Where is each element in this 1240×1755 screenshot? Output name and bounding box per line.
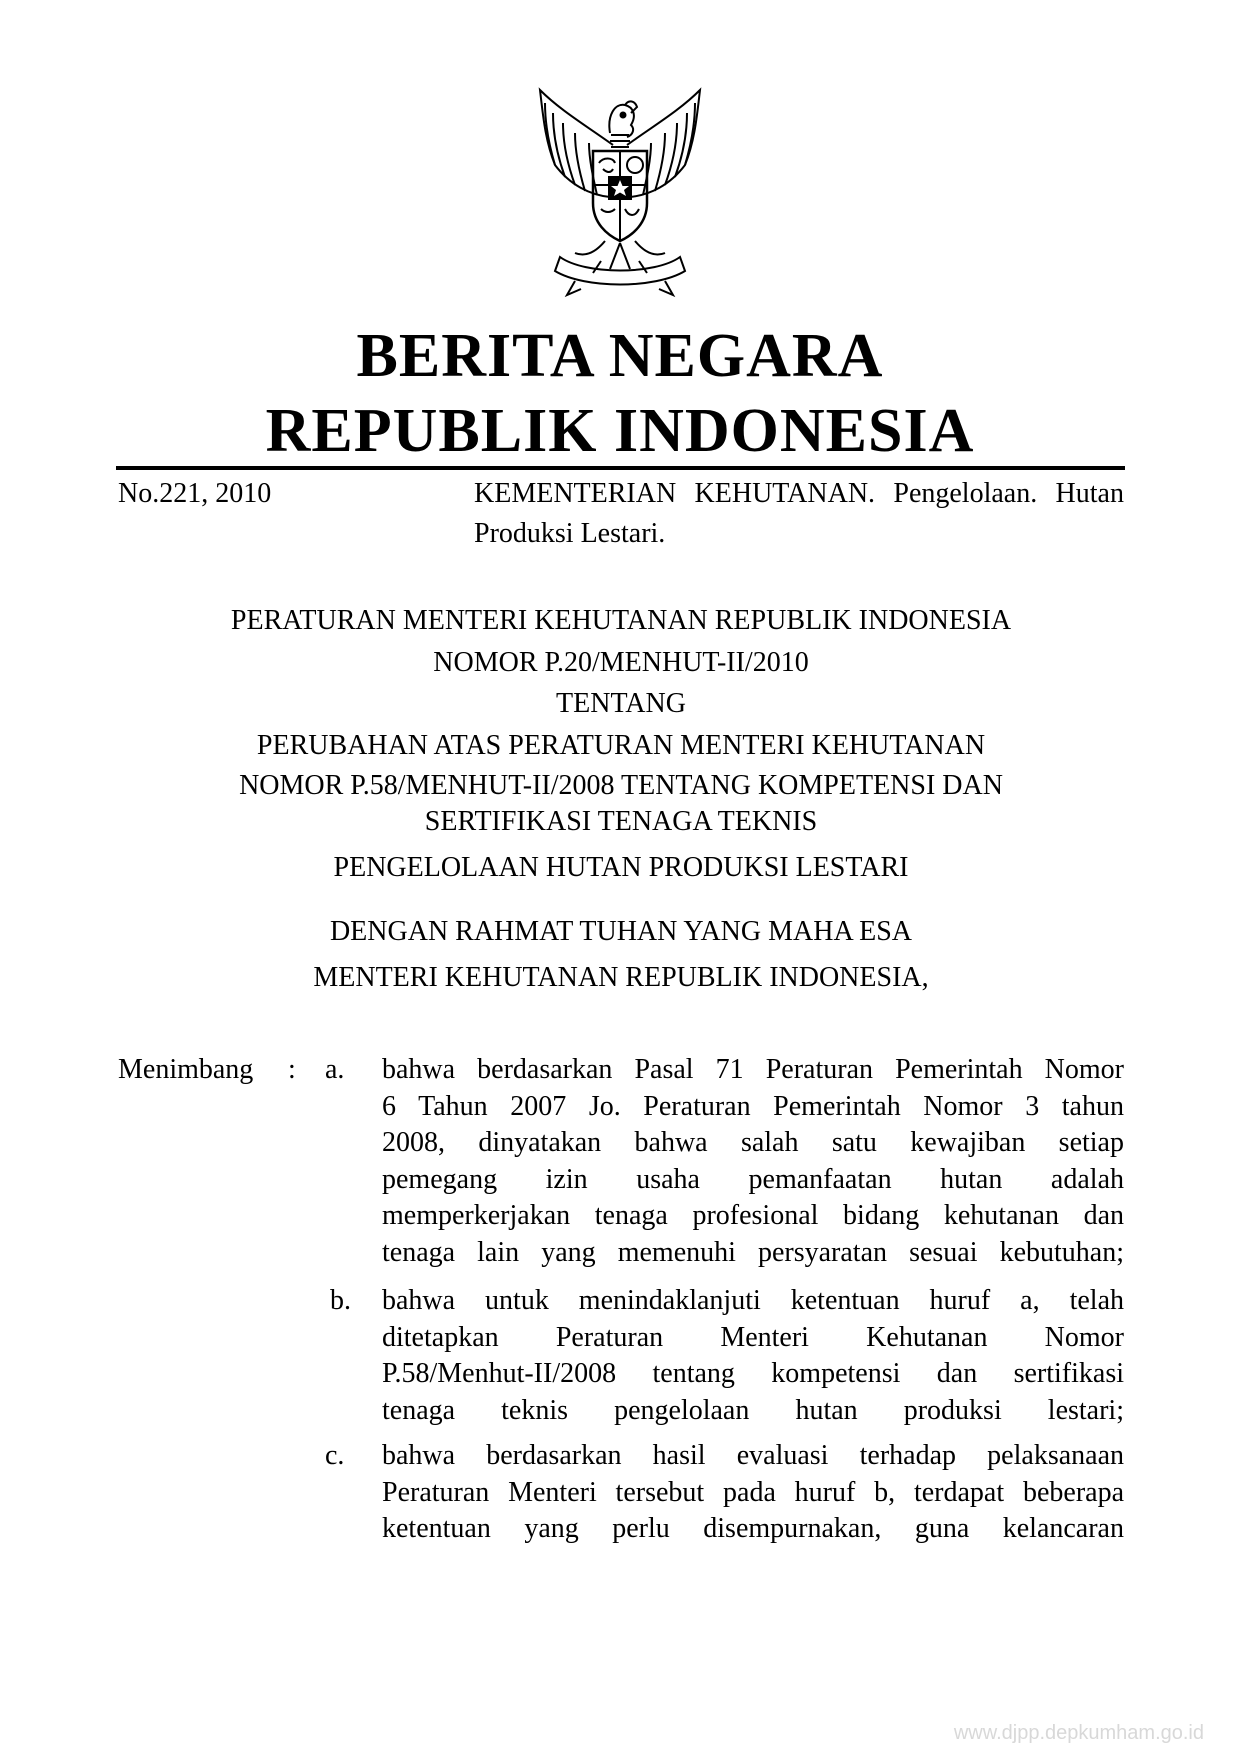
regulation-subject-cont (118, 768, 1124, 840)
item-letter-b: b. (330, 1285, 351, 1316)
invocation (118, 912, 1124, 952)
regulation-line-2: NOMOR P.20/MENHUT-II/2010 (433, 647, 809, 678)
regulation-subject (118, 726, 1124, 766)
item-b-line: tenaga teknis pengelolaan hutan produksi lestari; (382, 1394, 1124, 1426)
regulation-title (118, 601, 1124, 641)
regulation-line-8: DENGAN RAHMAT TUHAN YANG MAHA ESA (329, 916, 913, 947)
item-text-c (382, 1438, 1124, 1548)
regulation-line-9: MENTERI KEHUTANAN REPUBLIK INDONESIA, (313, 962, 929, 993)
masthead-rule (116, 466, 1125, 470)
gazette-number: No.221, 2010 (118, 478, 272, 509)
considering-label: Menimbang (118, 1054, 254, 1085)
item-b-line: bahwa untuk menindaklanjuti ketentuan huruf a, telah (382, 1285, 1124, 1316)
regulation-line-4: PERUBAHAN ATAS PERATURAN MENTERI KEHUTANAN (256, 730, 986, 761)
regulation-line-1: PERATURAN MENTERI KEHUTANAN REPUBLIK INDONESIA (230, 605, 1012, 636)
item-text-a (382, 1052, 1124, 1271)
considering-colon: : (288, 1054, 296, 1085)
item-c-line: bahwa berdasarkan hasil evaluasi terhadap pelaksanaan (382, 1440, 1124, 1471)
item-a-line: tenaga lain yang memenuhi persyaratan sesuai kebutuhan; (382, 1236, 1124, 1268)
item-c-line: Peraturan Menteri tersebut pada huruf b, terdapat beberapa (382, 1476, 1124, 1508)
item-b-line: ditetapkan Peraturan Menteri Kehutanan Nomor (382, 1321, 1124, 1353)
regulation-line-5: NOMOR P.58/MENHUT-II/2008 TENTANG KOMPETENSI DAN (239, 770, 1003, 801)
regulation-line-7: PENGELOLAAN HUTAN PRODUKSI LESTARI (333, 852, 909, 883)
item-a-line: pemegang izin usaha pemanfaatan hutan adalah (382, 1163, 1124, 1195)
regulation-line-3: TENTANG (556, 688, 686, 719)
item-a-line: 2008, dinyatakan bahwa salah satu kewajiban setiap (382, 1127, 1124, 1158)
regulation-number (118, 643, 1124, 683)
item-a-line: memperkerjakan tenaga profesional bidang kehutanan dan (382, 1200, 1124, 1231)
garuda-emblem-icon (515, 85, 725, 300)
issuer (118, 958, 1124, 998)
item-b-line: P.58/Menhut-II/2008 tentang kompetensi dan sertifikasi (382, 1358, 1124, 1389)
item-c-line: ketentuan yang perlu disempurnakan, guna kelancaran (382, 1513, 1124, 1544)
regulation-line-6: SERTIFIKASI TENAGA TEKNIS (424, 806, 818, 837)
masthead-line-1: BERITA NEGARA (356, 322, 884, 390)
item-letter-a: a. (325, 1054, 345, 1085)
item-a-line: 6 Tahun 2007 Jo. Peraturan Pemerintah Nomor 3 tahun (382, 1090, 1124, 1122)
item-a-line: bahwa berdasarkan Pasal 71 Peraturan Pemerintah Nomor (382, 1054, 1124, 1085)
masthead-line-2: REPUBLIK INDONESIA (265, 397, 975, 465)
item-text-b (382, 1283, 1124, 1429)
regulation-scope (118, 848, 1124, 888)
item-letter-c: c. (325, 1440, 345, 1471)
gazette-summary: KEMENTERIAN KEHUTANAN. Pengelolaan. Hutan Produksi Lestari. (474, 478, 1124, 549)
watermark-url: www.djpp.depkumham.go.id (953, 1722, 1204, 1744)
regulation-about (118, 684, 1124, 724)
